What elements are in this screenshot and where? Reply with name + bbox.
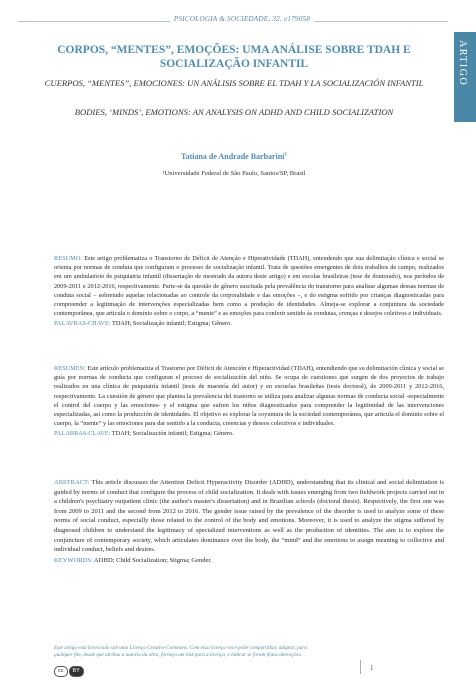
abstract-es-body	[54, 364, 444, 428]
keywords-pt-label: PALAVRAS-CHAVE:	[54, 320, 111, 328]
license-footer	[54, 645, 314, 677]
header-rule-right	[314, 21, 448, 22]
page-number: 1	[370, 664, 374, 672]
creative-commons-badge[interactable]	[54, 666, 84, 675]
keywords-es-text: TDAH; Socialización infantil; Estigma; Género.	[110, 430, 234, 438]
keywords-english	[54, 556, 444, 566]
running-header	[0, 13, 448, 29]
abstract-pt-body	[54, 254, 444, 318]
section-tab-label: ARTIGO	[457, 40, 468, 87]
abstract-spanish	[54, 364, 444, 439]
keywords-en-label: KEYWORDS:	[54, 556, 93, 564]
header-rule-left	[18, 21, 170, 22]
abstract-en-body	[54, 478, 444, 555]
keywords-en-text: ADHD; Child Socialization; Stigma; Gender.	[92, 556, 212, 564]
by-icon: BY	[69, 666, 84, 677]
license-text: Este artigo está licenciado sob uma Licença Creative Commons. Com essa licença você pode compartilhar, adaptar, para qualquer fim, desde que atribua a autoria da obra, forneça um link para a licença, e indicar se foram feitas alterações.	[54, 645, 307, 658]
keywords-pt-text: TDAH; Socialização infantil; Estigma; Gênero.	[110, 320, 232, 328]
keywords-es-label: PALABRAS-CLAVE:	[54, 430, 111, 438]
author-affiliation-mark: 1	[284, 152, 287, 158]
keywords-portuguese	[54, 319, 444, 328]
abstract-pt-text: Este artigo problematiza o Transtorno de Déficit de Atenção e Hiperatividade (TDAH), entendendo que sua delimitação clínica e social se orienta por normas de conduta que configuram o processo de socialização infantil. Trata de questões emergentes de dois trabalhos de campo, realizados em um ambulatório de psiquiatria infantil (dissertação de mestrado da autora deste artigo) e em escolas brasileiras (tese de doutorado), nos períodos de 2009-2011 e 2012-2016, respectivamente. Parte-se da questão de gênero suscitada pela prevalência do transtorno para analisar algumas dessas normas de conduta social – sobretudo aquelas relacionadas ao controle da corporalidade e das emoções –, e do estigma sofrido por crianças diagnosticadas para compreender a legitimação de intervenções especializadas bem como a produção de identidades. Almeja-se explorar a conjuntura da sociedade contemporânea, que articula o domínio sobre o corpo, a “mente” e as emoções para conferir sentido às condutas, crenças e desejos coletivos e individuais.	[54, 255, 444, 318]
section-tab	[454, 32, 476, 122]
abstract-pt-label: RESUMO:	[54, 255, 82, 262]
abstract-english	[54, 478, 444, 565]
author-affiliation: ¹Universidade Federal de São Paulo, Santos/SP, Brasil	[162, 170, 306, 177]
page-number-divider	[360, 660, 361, 674]
abstract-en-text: This article discusses the Attention Deficit Hyperactivity Disorder (ADHD), understanding that its clinical and social delimitation is guided by norms of conduct that configure the process of child socialization. It deals with issues emerging from two fieldwork projects carried out in a children's psychiatry outpatient clinic (the author's master's dissertation) and in Brazilian schools (doctoral thesis). Respectively, the first one was from 2009 to 2011 and the second from 2012 to 2016. The gender issue raised by the prevalence of the disorder is used to analyze some of these norms of social conduct, especially those related to the control of the body and emotions. Moreover, it is used to analyze the stigma suffered by diagnosed children to understand the legitimacy of specialized interventions as well as the production of identities. The aim is to explore the conjuncture of contemporary society, which articulates dominance over the body, the “mind” and the emotions to assign meaning to collective and individual conduct, beliefs and desires.	[54, 479, 444, 554]
keywords-spanish	[54, 429, 444, 438]
abstract-portuguese	[54, 254, 444, 329]
author-name-text: Tatiana de Andrade Barbarini	[180, 152, 285, 161]
cc-icon: cc	[54, 666, 68, 677]
journal-name: PSICOLOGIA & SOCIEDADE, 32, e179058	[173, 15, 311, 23]
title-spanish: CUERPOS, “MENTES”, EMOCIONES: UN ANÁLISIS SOBRE EL TDAH Y LA SOCIALIZACIÓN INFANTIL	[44, 78, 424, 88]
abstract-es-text: Este artículo problematiza el Trastorno por Déficit de Atención e Hiperactividad (TDAH), entendiendo que su delimitación clínica y social se guía por normas de conducta que configuran el proceso de socialización del niño. Se ocupa de cuestiones que surgen de dos proyectos de trabajo realizados en una clínica de psiquiatría infantil (tesis de maestría del autor) y en escuelas brasileñas (tesis doctoral), de 2009-2011 y 2012-2016, respectivamente. La cuestión de género que plantea la prevalencia del trastorno se utiliza para analizar algunas normas de conducta social -especialmente el control del cuerpo y las emociones- y el estigma que sufren los niños diagnosticados para comprender la legitimidad de las intervenciones especializadas, así como la producción de identidades. El objetivo es explorar la coyuntura de la sociedad contemporánea, que articula el dominio sobre el cuerpo, la “mente” y las emociones para dar sentido a la conducta, creencias y deseos colectivos e individuales.	[54, 365, 444, 428]
title-english: BODIES, ‘MINDS’, EMOTIONS: AN ANALYSIS ON ADHD AND CHILD SOCIALIZATION	[74, 107, 394, 117]
abstract-es-label: RESUMEN:	[54, 365, 86, 372]
title-portuguese: CORPOS, “MENTES”, EMOÇÕES: UMA ANÁLISE SOBRE TDAH E SOCIALIZAÇÃO INFANTIL	[57, 44, 411, 70]
author-name	[40, 152, 428, 161]
abstract-en-label: ABSTRACT:	[54, 479, 90, 486]
